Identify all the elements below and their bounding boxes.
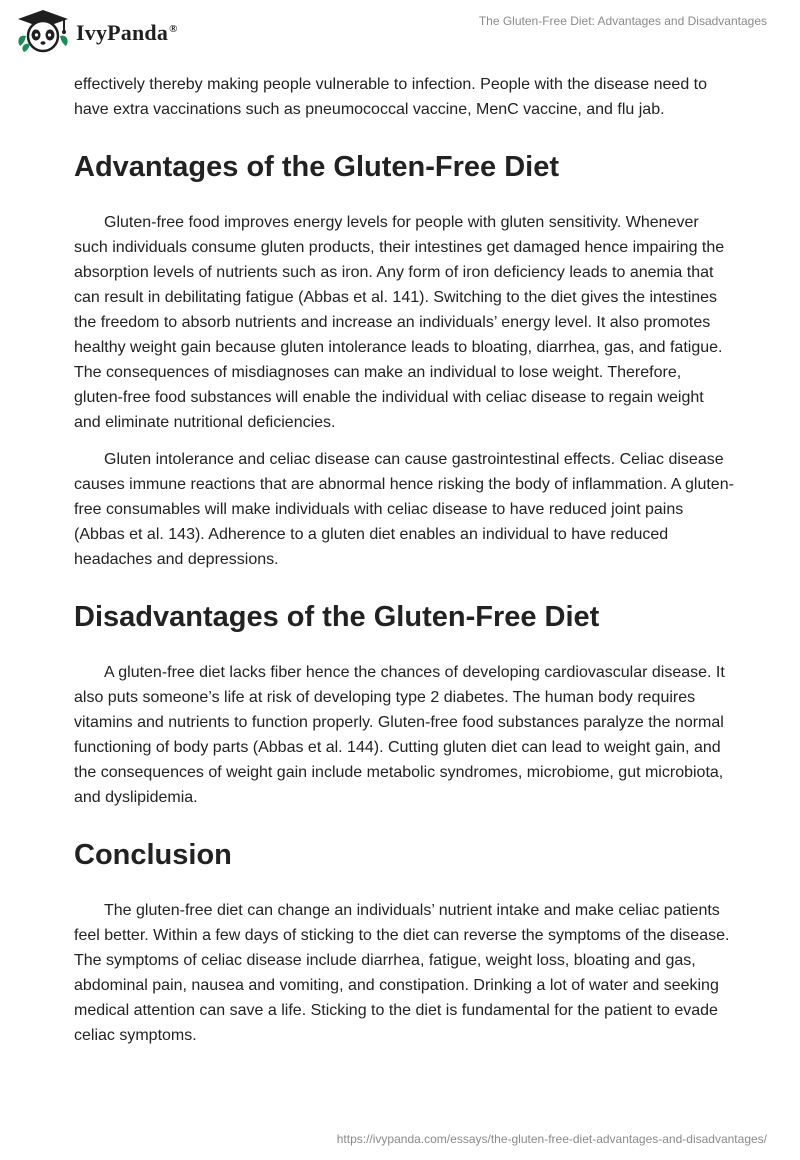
intro-paragraph: effectively thereby making people vulnerable to infection. People with the disease need to have extra vaccinations such as pneumococcal vaccine, MenC vaccine, and flu jab.: [74, 76, 707, 118]
brand-logo[interactable]: [14, 8, 178, 54]
body-paragraph: The gluten-free diet can change an individuals’ nutrient intake and make celiac patients feel better. Within a few days of sticking to the diet can reverse the symptoms of the disease. The symptoms of celiac disease include diarrhea, fatigue, weight loss, bloating and gas, abdominal pain, nausea and vomiting, and constipation. Drinking a lot of water and seeking medical attention can save a life. Sticking to the diet is fundamental for the patient to evade celiac symptoms.: [74, 902, 730, 1044]
body-paragraph: Gluten-free food improves energy levels for people with gluten sensitivity. Whenever such individuals consume gluten products, their intestines get damaged hence impairing the absorption levels of nutrients such as iron. Any form of iron deficiency leads to anemia that can result in debilitating fatigue (Abbas et al. 141). Switching to the diet gives the intestines the freedom to absorb nutrients and increase an individuals’ energy level. It also promotes healthy weight gain because gluten intolerance leads to bloating, diarrhea, gas, and fatigue. The consequences of misdiagnoses can make an individual to lose weight. Therefore, gluten-free food substances will enable the individual with celiac disease to regain weight and eliminate nutritional deficiencies.: [74, 214, 725, 431]
brand-name: IvyPanda®: [76, 20, 178, 45]
source-url[interactable]: https://ivypanda.com/essays/the-gluten-free-diet-advantages-and-disadvantages/: [336, 1132, 767, 1146]
document-title: The Gluten-Free Diet: Advantages and Disadvantages: [478, 14, 767, 28]
section-heading-advantages: Advantages of the Gluten-Free Diet: [74, 151, 560, 183]
essay-body: [74, 72, 734, 1048]
section-heading-disadvantages: Disadvantages of the Gluten-Free Diet: [74, 601, 600, 633]
body-paragraph: Gluten intolerance and celiac disease can cause gastrointestinal effects. Celiac disease causes immune reactions that are abnormal hence risking the body of inflammation. A gluten-free consumables will make individuals with celiac disease to have reduced joint pains (Abbas et al. 143). Adherence to a gluten diet enables an individual to have reduced headaches and depressions.: [74, 451, 734, 568]
body-paragraph: A gluten-free diet lacks fiber hence the chances of developing cardiovascular disease. It also puts someone’s life at risk of developing type 2 diabetes. The human body requires vitamins and nutrients to function properly. Gluten-free food substances paralyze the normal functioning of body parts (Abbas et al. 144). Cutting gluten diet can lead to weight gain, and the consequences of weight gain include metabolic syndromes, microbiome, gut microbiota, and dyslipidemia.: [74, 664, 725, 806]
section-heading-conclusion: Conclusion: [74, 839, 232, 871]
page-header: [0, 0, 800, 60]
panda-graduate-icon: [14, 8, 72, 54]
